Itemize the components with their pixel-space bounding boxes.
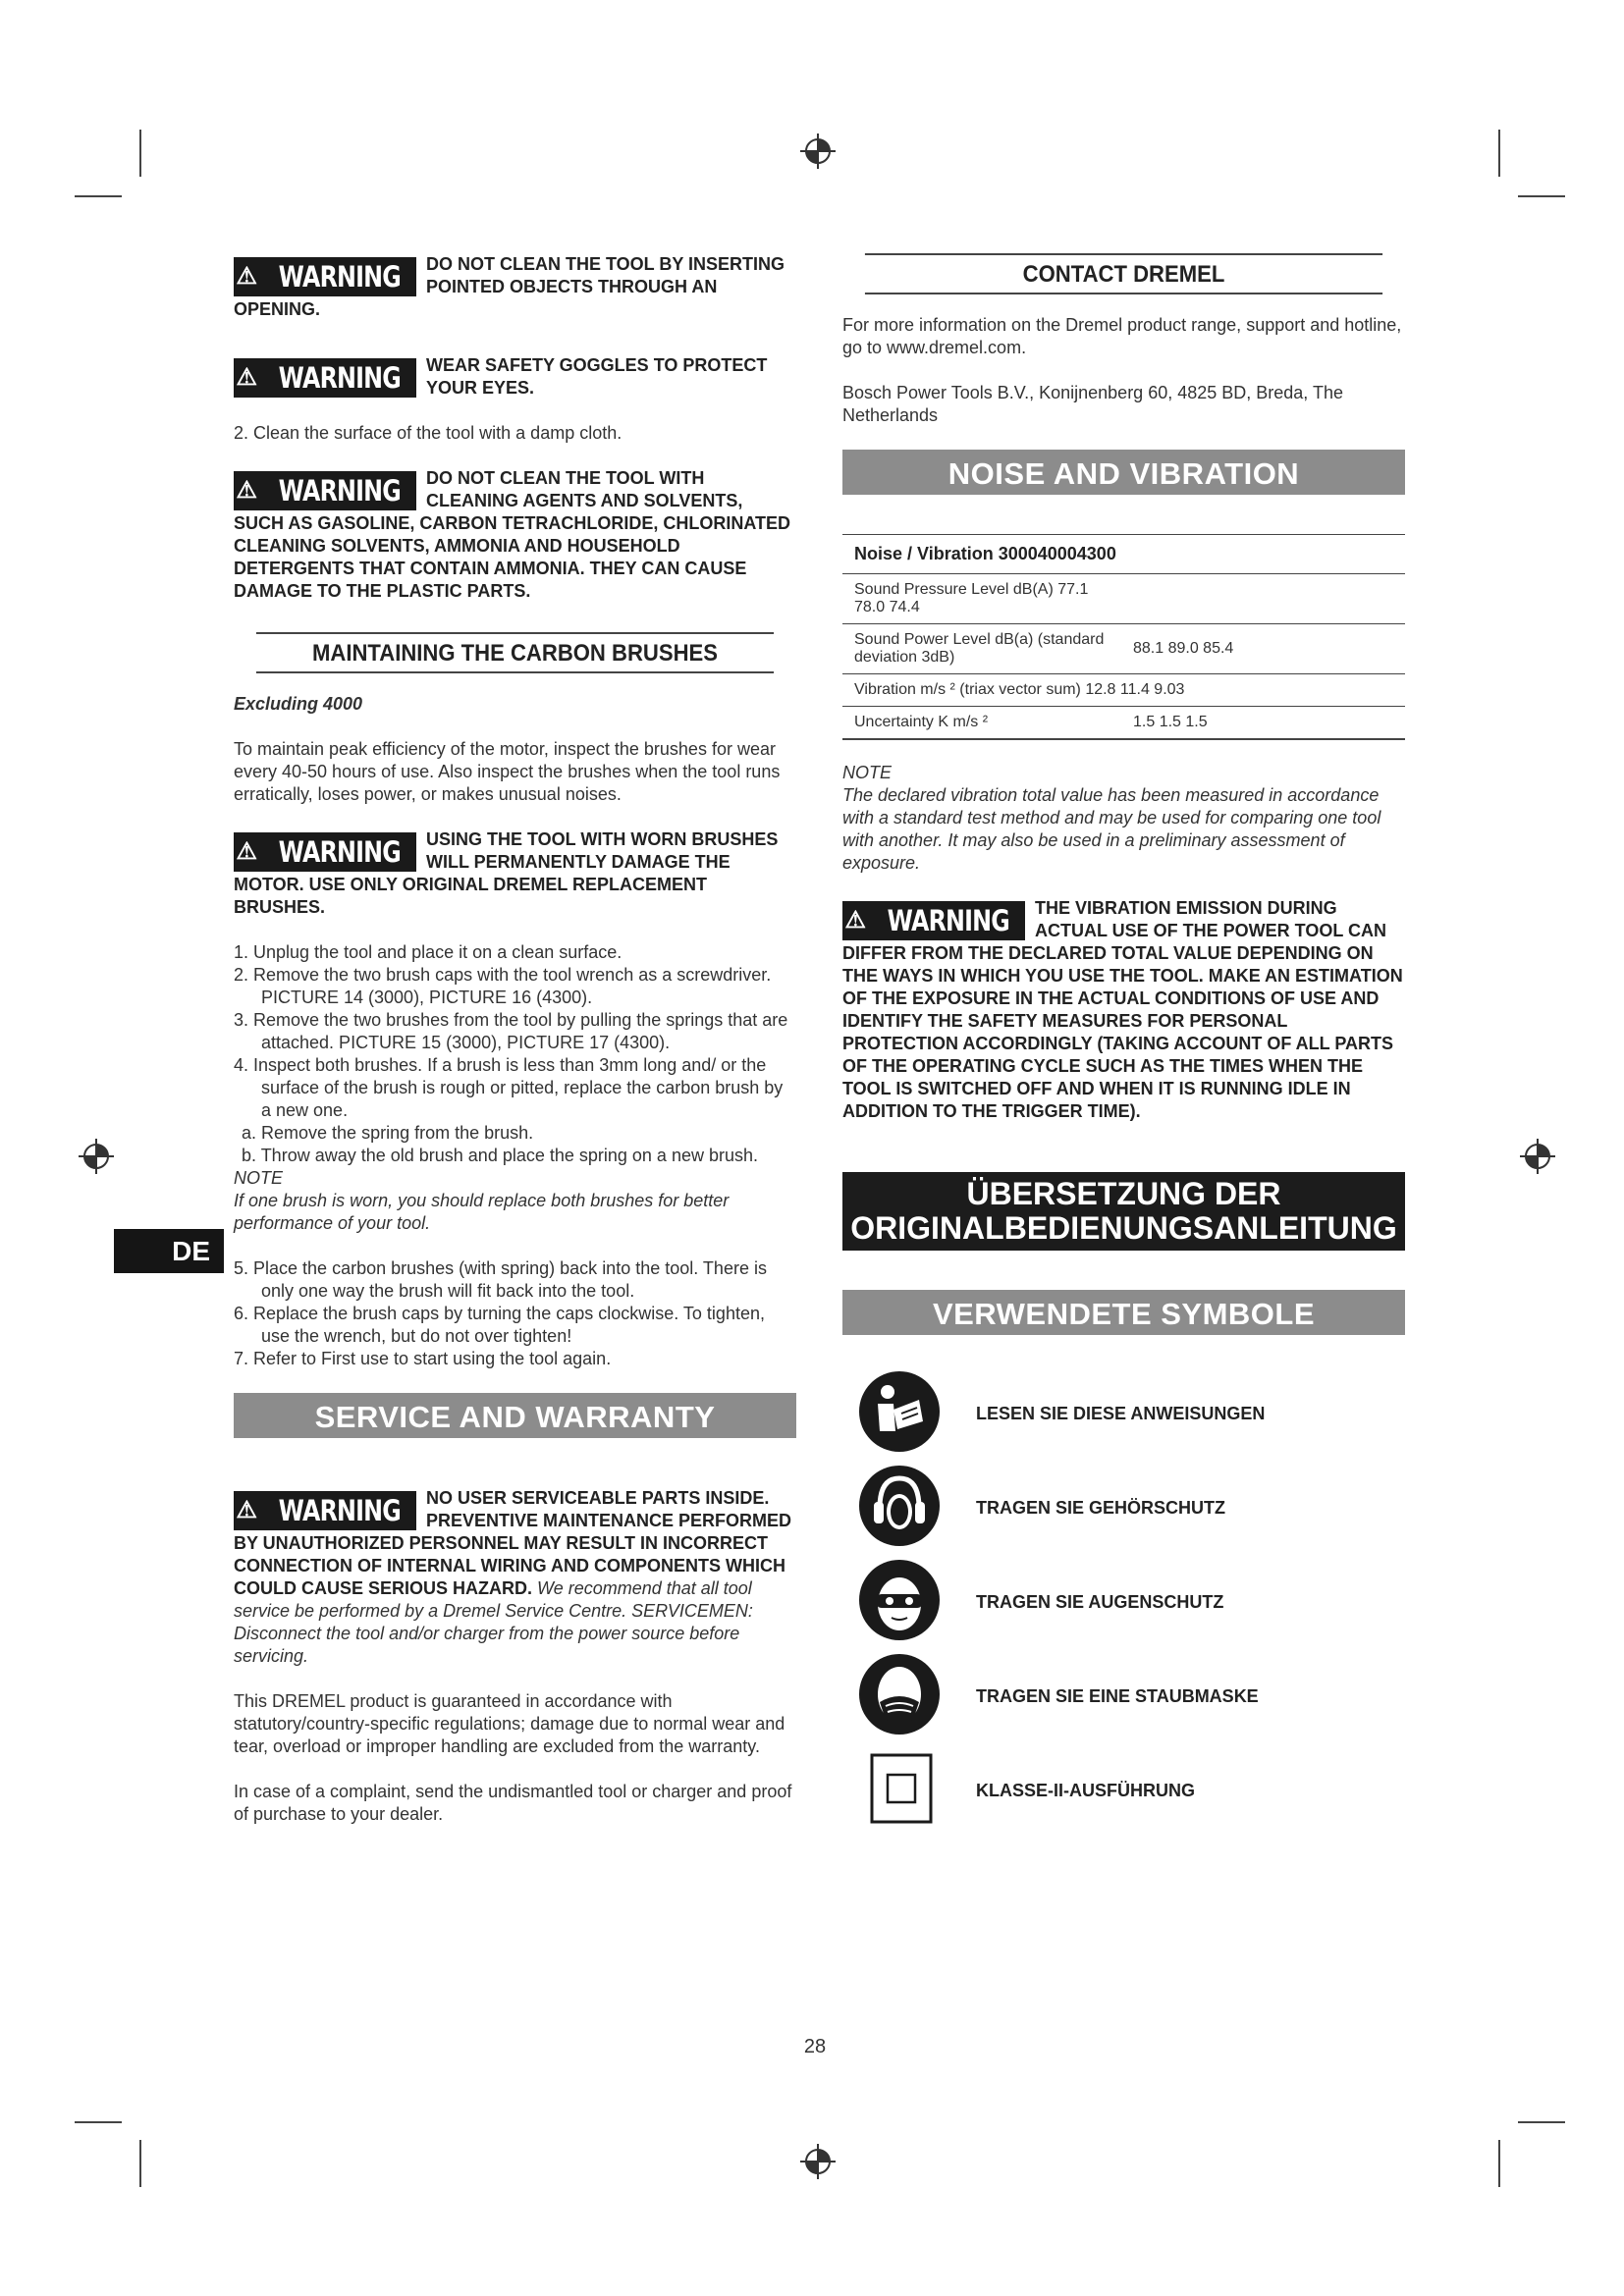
warning-word: WARNING xyxy=(278,834,401,869)
warning-badge xyxy=(842,901,1025,940)
warning-word: WARNING xyxy=(278,360,401,395)
contact-heading: CONTACT DREMEL xyxy=(865,253,1382,294)
class-ii-icon xyxy=(858,1747,941,1830)
table-row xyxy=(842,574,1405,624)
warning-block xyxy=(234,467,796,603)
note-text: The declared vibration total value has been measured in accordance with a standard test method and may be used for comparing one tool with another. It may also be used in a preliminary assessment of exposure. xyxy=(842,785,1381,873)
list-item: b. Throw away the old brush and place the spring on a new brush. xyxy=(242,1146,758,1165)
noise-vibration-table xyxy=(842,534,1405,740)
warning-triangle-icon: ⚠ xyxy=(236,364,257,391)
address-text: Bosch Power Tools B.V., Konijnenberg 60, 4825 BD, Breda, The Netherlands xyxy=(842,383,1343,425)
crop-mark xyxy=(1498,130,1500,177)
warning-block xyxy=(234,354,796,400)
brush-steps-continued xyxy=(234,1257,796,1370)
warning-badge xyxy=(234,358,416,398)
list-item: 2. Remove the two brush caps with the tool wrench as a screwdriver. PICTURE 14 (3000), PICTURE 16 (4300). xyxy=(234,965,772,1007)
noise-heading: NOISE AND VIBRATION xyxy=(842,450,1405,495)
table-cell: Uncertainty K m/s ² xyxy=(842,707,1121,740)
warning-word: WARNING xyxy=(278,473,401,507)
table-row xyxy=(842,535,1405,574)
symbol-row xyxy=(842,1459,1405,1553)
symbol-label: TRAGEN SIE AUGENSCHUTZ xyxy=(976,1592,1224,1612)
table-row xyxy=(842,624,1405,674)
list-item: 1. Unplug the tool and place it on a clean surface. xyxy=(234,942,623,962)
warning-text: USING THE TOOL WITH WORN BRUSHES WILL PERMANENTLY DAMAGE THE MOTOR. USE ONLY ORIGINAL DREMEL REPLACEMENT BRUSHES. xyxy=(234,829,779,917)
service-heading: SERVICE AND WARRANTY xyxy=(234,1393,796,1438)
table-cell: 1.5 1.5 1.5 xyxy=(1121,707,1405,740)
symbol-row xyxy=(842,1553,1405,1647)
warning-triangle-icon: ⚠ xyxy=(844,907,866,934)
warning-word: WARNING xyxy=(887,903,1009,937)
list-item: a. Remove the spring from the brush. xyxy=(242,1123,534,1143)
symbol-label: TRAGEN SIE GEHÖRSCHUTZ xyxy=(976,1498,1226,1518)
table-row xyxy=(842,674,1405,707)
warning-badge xyxy=(234,1491,416,1530)
symbol-row xyxy=(842,1741,1405,1836)
warning-text: THE VIBRATION EMISSION DURING ACTUAL USE OF THE POWER TOOL CAN DIFFER FROM THE DECLARED TOTAL VALUE DEPENDING ON THE WAYS IN WHICH YOU USE THE TOOL. MAKE AN ESTIMATION OF THE EXPOSURE IN THE ACTUAL CONDITIONS OF USE AND IDENTIFY THE SAFETY MEASURES FOR PERSONAL PROTECTION ACCORDINGLY (TAKING ACCOUNT OF ALL PARTS OF THE OPERATING CYCLE SUCH AS THE TIMES WHEN THE TOOL IS SWITCHED OFF AND WHEN IT IS RUNNING IDLE IN ADDITION TO THE TRIGGER TIME). xyxy=(842,898,1403,1121)
hearing-protection-icon xyxy=(858,1465,941,1547)
warranty-text: This DREMEL product is guaranteed in accordance with statutory/country-specific regulations; damage due to normal wear and tear, overload or improper handling are excluded from the warranty. xyxy=(234,1691,785,1756)
read-manual-icon xyxy=(858,1370,941,1453)
symbol-label: KLASSE-II-AUSFÜHRUNG xyxy=(976,1781,1195,1800)
warning-triangle-icon: ⚠ xyxy=(236,477,257,504)
table-header: Noise / Vibration 300040004300 xyxy=(842,535,1405,574)
note-label: NOTE xyxy=(234,1168,284,1188)
symbol-row xyxy=(842,1364,1405,1459)
language-tab xyxy=(114,1229,224,1273)
table-cell: 88.1 89.0 85.4 xyxy=(1121,624,1405,674)
complaint-text: In case of a complaint, send the undismantled tool or charger and proof of purchase to your dealer. xyxy=(234,1782,792,1824)
table-cell xyxy=(1121,574,1405,624)
contact-text: For more information on the Dremel product range, support and hotline, go to www.dremel.com. xyxy=(842,315,1402,357)
crop-mark xyxy=(1498,2140,1500,2187)
list-item: 6. Replace the brush caps by turning the caps clockwise. To tighten, use the wrench, but do not over tighten! xyxy=(234,1304,765,1346)
crop-mark xyxy=(139,130,141,177)
warning-badge xyxy=(234,832,416,872)
warning-word: WARNING xyxy=(278,1493,401,1527)
table-cell: Vibration m/s ² (triax vector sum) 12.8 11.4 9.03 xyxy=(842,674,1405,707)
crop-mark xyxy=(1518,195,1565,197)
crop-mark xyxy=(75,2121,122,2123)
table-row xyxy=(842,707,1405,740)
clean-step: 2. Clean the surface of the tool with a damp cloth. xyxy=(234,423,623,443)
dust-mask-icon xyxy=(858,1653,941,1735)
note-text: If one brush is worn, you should replace both brushes for better performance of your tool. xyxy=(234,1191,730,1233)
list-item: 3. Remove the two brushes from the tool by pulling the springs that are attached. PICTURE 15 (3000), PICTURE 17 (4300). xyxy=(234,1010,788,1052)
table-cell: Sound Pressure Level dB(A) 77.1 78.0 74.4 xyxy=(842,574,1121,624)
list-item: 5. Place the carbon brushes (with spring) back into the tool. There is only one way the brush will fit back into the tool. xyxy=(234,1258,767,1301)
symbol-label: TRAGEN SIE EINE STAUBMASKE xyxy=(976,1686,1259,1706)
eye-protection-icon xyxy=(858,1559,941,1641)
crop-mark xyxy=(1518,2121,1565,2123)
excluding-note: Excluding 4000 xyxy=(234,694,363,714)
left-column xyxy=(234,253,796,1848)
crop-mark xyxy=(139,2140,141,2187)
warning-text: NO USER SERVICEABLE PARTS INSIDE. PREVENTIVE MAINTENANCE PERFORMED BY UNAUTHORIZED PERSONNEL MAY RESULT IN INCORRECT CONNECTION OF INTERNAL WIRING AND COMPONENTS WHICH COULD CAUSE SERIOUS HAZARD. xyxy=(234,1488,792,1598)
translation-line: ORIGINALBEDIENUNGSANLEITUNG xyxy=(850,1210,1397,1246)
warning-badge xyxy=(234,257,416,296)
warning-text: DO NOT CLEAN THE TOOL WITH CLEANING AGENTS AND SOLVENTS, SUCH AS GASOLINE, CARBON TETRACHLORIDE, CHLORINATED CLEANING SOLVENTS, AMMONIA AND HOUSEHOLD DETERGENTS THAT CONTAIN AMMONIA. THEY CAN CAUSE DAMAGE TO THE PLASTIC PARTS. xyxy=(234,468,790,601)
right-column xyxy=(842,253,1405,1836)
registration-mark-icon xyxy=(77,1137,116,1176)
warning-badge xyxy=(234,471,416,510)
symbol-row xyxy=(842,1647,1405,1741)
warning-text: DO NOT CLEAN THE TOOL BY INSERTING POINTED OBJECTS THROUGH AN OPENING. xyxy=(234,254,785,319)
warning-block xyxy=(234,1487,796,1668)
registration-mark-icon xyxy=(1518,1137,1557,1176)
registration-mark-icon xyxy=(798,2142,838,2181)
note-label: NOTE xyxy=(842,763,893,782)
page-number: 28 xyxy=(803,2036,827,2057)
symbol-label: LESEN SIE DIESE ANWEISUNGEN xyxy=(976,1404,1266,1423)
list-item: 7. Refer to First use to start using the tool again. xyxy=(234,1349,612,1368)
list-item: 4. Inspect both brushes. If a brush is less than 3mm long and/ or the surface of the brush is rough or pitted, replace the carbon brush by a new one. xyxy=(234,1055,784,1120)
translation-line: ÜBERSETZUNG DER xyxy=(966,1176,1281,1211)
translation-heading xyxy=(842,1172,1405,1251)
language-tab-label: DE xyxy=(172,1236,210,1266)
warning-triangle-icon: ⚠ xyxy=(236,263,257,290)
brushes-intro: To maintain peak efficiency of the motor, inspect the brushes for wear every 40-50 hours of use. Also inspect the brushes when the tool runs erratically, loses power, or makes unusual noises. xyxy=(234,739,781,804)
warning-word: WARNING xyxy=(278,259,401,294)
registration-mark-icon xyxy=(798,132,838,171)
warning-block xyxy=(234,828,796,919)
warning-text: WEAR SAFETY GOGGLES TO PROTECT YOUR EYES. xyxy=(426,355,768,398)
warning-triangle-icon: ⚠ xyxy=(236,1497,257,1523)
brush-steps xyxy=(234,941,796,1167)
crop-mark xyxy=(75,195,122,197)
symbols-list xyxy=(842,1364,1405,1836)
warning-block xyxy=(842,897,1405,1123)
symbols-heading: VERWENDETE SYMBOLE xyxy=(842,1290,1405,1335)
warning-italic-text: We recommend that all tool service be performed by a Dremel Service Centre. SERVICEMEN: Disconnect the tool and/or charger from the power source before servicing. xyxy=(234,1578,753,1666)
warning-triangle-icon: ⚠ xyxy=(236,838,257,865)
brushes-heading: MAINTAINING THE CARBON BRUSHES xyxy=(256,632,774,673)
warning-block xyxy=(234,253,796,321)
table-cell: Sound Power Level dB(a) (standard deviation 3dB) xyxy=(842,624,1121,674)
